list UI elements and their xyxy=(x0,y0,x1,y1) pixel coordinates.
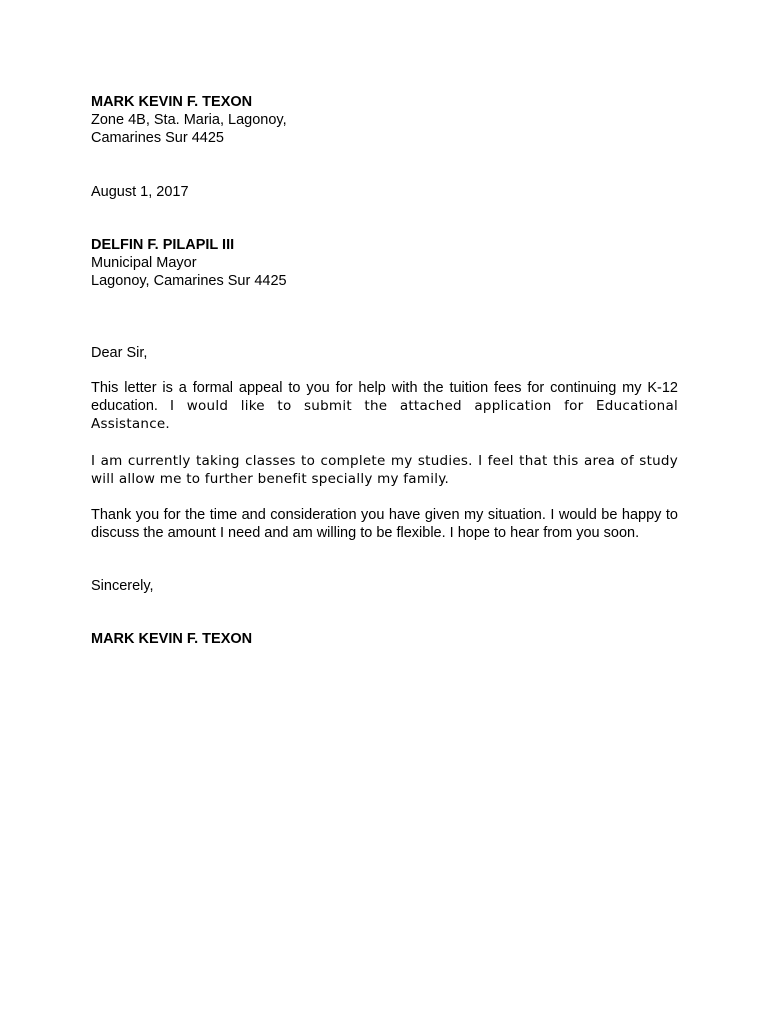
signature-name: MARK KEVIN F. TEXON xyxy=(91,631,253,647)
sender-name: MARK KEVIN F. TEXON xyxy=(91,94,253,110)
paragraph-1-continuation: I would like to submit the attached application for Educational Assistance. xyxy=(91,398,679,432)
recipient-block xyxy=(91,236,678,290)
paragraph-2-text: I am currently taking classes to complete my studies. I feel that this area of study will allow me to further benefit specially my family. xyxy=(91,453,678,487)
body-paragraph-3 xyxy=(91,506,678,542)
recipient-address: Lagonoy, Camarines Sur 4425 xyxy=(91,273,287,289)
body-paragraph-2 xyxy=(91,452,678,488)
recipient-name: DELFIN F. PILAPIL III xyxy=(91,237,235,253)
signature-block xyxy=(91,630,678,648)
salutation-block xyxy=(91,344,678,362)
closing-block xyxy=(91,577,678,595)
paragraph-3-text: Thank you for the time and consideration you have given my situation. I would be happy to discuss the amount I need and am willing to be flexible. I hope to hear from you soon. xyxy=(91,507,678,541)
letter-date: August 1, 2017 xyxy=(91,184,189,200)
closing: Sincerely, xyxy=(91,578,154,594)
sender-block xyxy=(91,93,678,147)
date-block xyxy=(91,183,678,201)
body-paragraph-1 xyxy=(91,379,678,433)
salutation: Dear Sir, xyxy=(91,345,148,361)
sender-address-line2: Camarines Sur 4425 xyxy=(91,130,224,146)
paragraph-1-text: This letter is a formal appeal to you for help with the tuition fees for continuing my K-12 education. xyxy=(91,380,678,414)
sender-address-line1: Zone 4B, Sta. Maria, Lagonoy, xyxy=(91,112,287,128)
recipient-title: Municipal Mayor xyxy=(91,255,197,271)
